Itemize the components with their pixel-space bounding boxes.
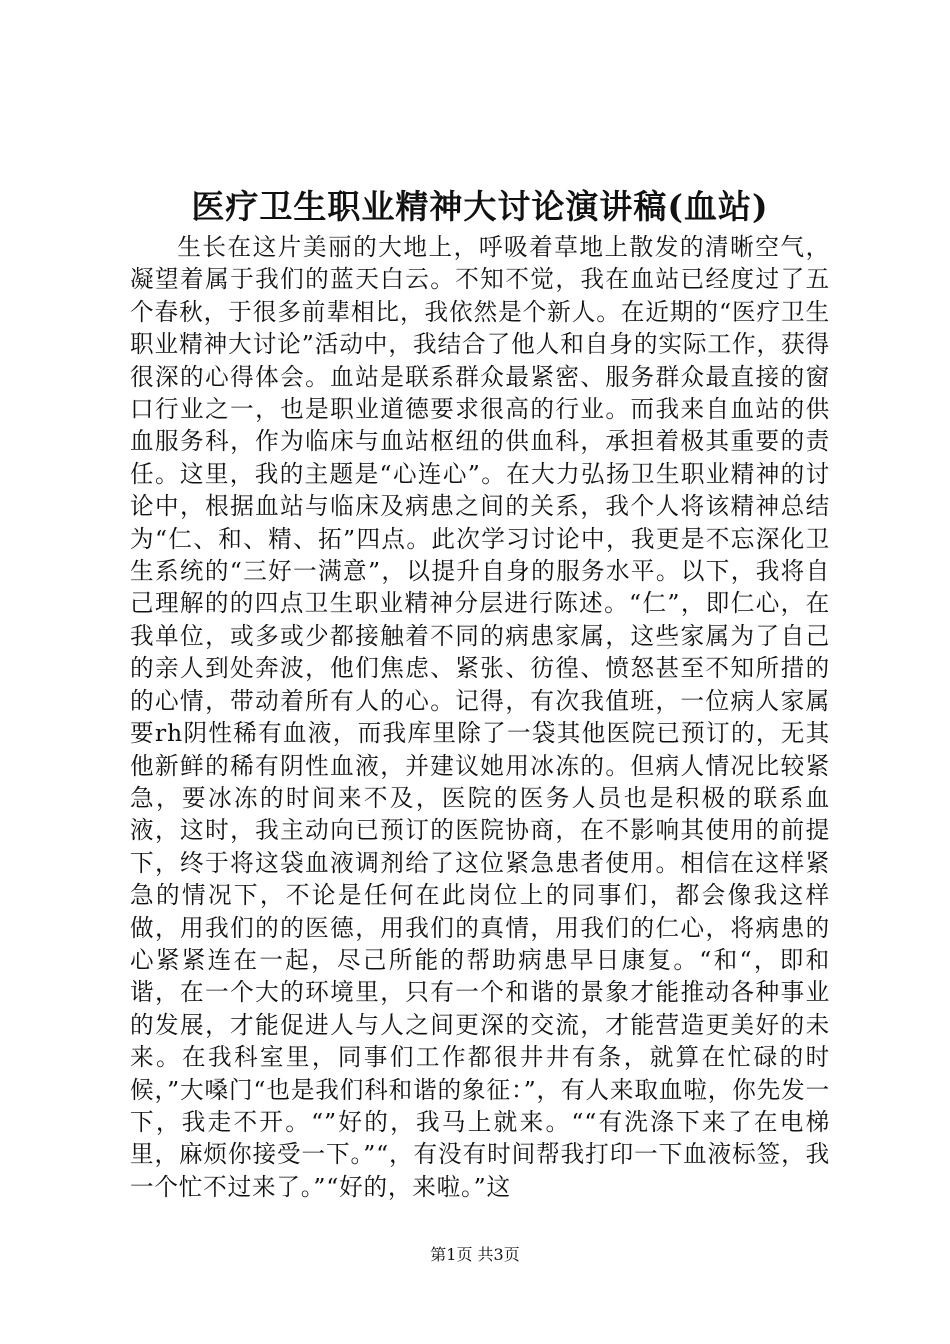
body-paragraph: 生长在这片美丽的大地上，呼吸着草地上散发的清晰空气，凝望着属于我们的蓝天白云。不知不觉，我在血站已经度过了五个春秋，于很多前辈相比，我依然是个新人。在近期的“医疗卫生职业精神大讨论”活动中，我结合了他人和自身的实际工作，获得很深的心得体会。血站是联系群众最紧密、服务群众最直接的窗口行业之一，也是职业道德要求很高的行业。而我来自血站的供血服务科，作为临床与血站枢纽的供血科，承担着极其重要的责任。这里，我的主题是“心连心”。在大力弘扬卫生职业精神的讨论中，根据血站与临床及病患之间的关系，我个人将该精神总结为“仁、和、精、拓”四点。此次学习讨论中，我更是不忘深化卫生系统的“三好一满意”，以提升自身的服务水平。以下，我将自己理解的的四点卫生职业精神分层进行陈述。“仁”，即仁心，在我单位，或多或少都接触着不同的病患家属，这些家属为了自己的亲人到处奔波，他们焦虑、紧张、彷徨、愤怒甚至不知所措的的心情，带动着所有人的心。记得，有次我值班，一位病人家属要rh阴性稀有血液，而我库里除了一袋其他医院已预订的，无其他新鲜的稀有阴性血液，并建议她用冰冻的。但病人情况比较紧急，要冰冻的时间来不及，医院的医务人员也是积极的联系血液，这时，我主动向已预订的医院协商，在不影响其使用的前提下，终于将这袋血液调剂给了这位紧急患者使用。相信在这样紧急的情况下，不论是任何在此岗位上的同事们，都会像我这样做，用我们的的医德，用我们的真情，用我们的仁心，将病患的心紧紧连在一起，尽己所能的帮助病患早日康复。“和“，即和谐，在一个大的环境里，只有一个和谐的景象才能推动各种事业的发展，才能促进人与人之间更深的交流，才能营造更美好的未来。在我科室里，同事们工作都很井井有条，就算在忙碌的时候，”大嗓门“也是我们科和谐的象征：”，有人来取血啦，你先发一下，我走不开。“”好的，我马上就来。““有洗涤下来了在电梯里，麻烦你接受一下。”“，有没有时间帮我打印一下血液标签，我一个忙不过来了。”“好的，来啦。”这 xyxy=(130,233,830,1201)
page-footer: 第1页 共3页 xyxy=(430,1245,520,1264)
document-title: 医疗卫生职业精神大讨论演讲稿(血站) xyxy=(191,187,769,226)
